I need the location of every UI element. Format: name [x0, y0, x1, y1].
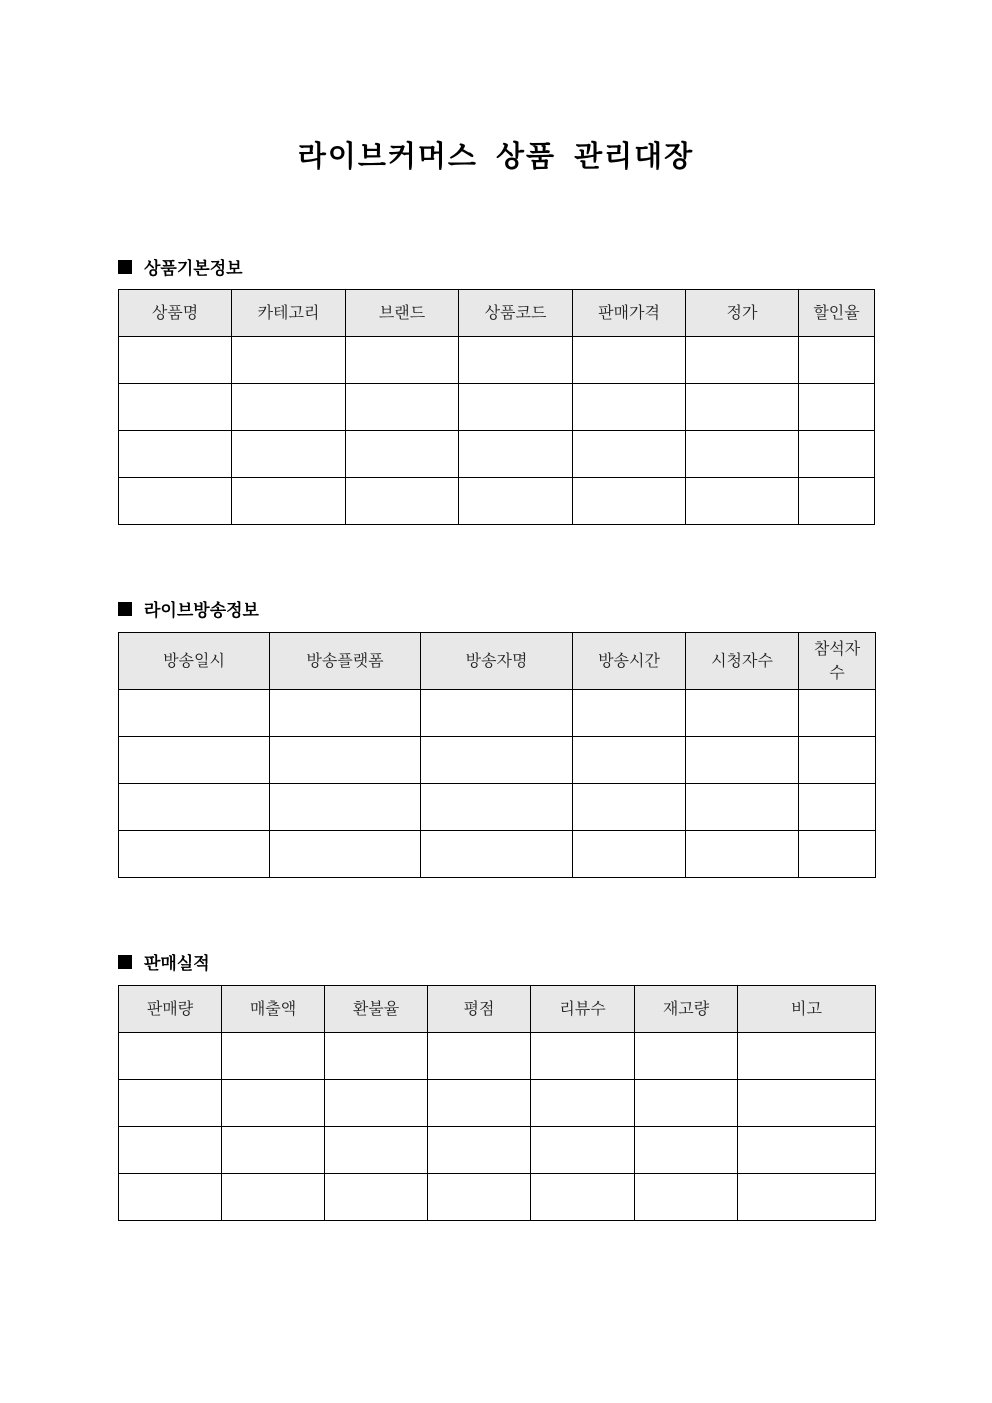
- column-header: 방송시간: [573, 633, 686, 690]
- table-row: [119, 690, 876, 737]
- sales-performance-table: [118, 985, 876, 1221]
- table-cell[interactable]: [119, 1080, 222, 1127]
- section-title: 상품기본정보: [144, 259, 243, 279]
- column-header: 비고: [738, 986, 876, 1033]
- table-row: [119, 478, 875, 525]
- table-cell[interactable]: [573, 690, 686, 737]
- table-cell[interactable]: [799, 784, 876, 831]
- column-header: 할인율: [799, 290, 875, 337]
- table-cell[interactable]: [232, 384, 346, 431]
- table-cell[interactable]: [459, 384, 573, 431]
- table-cell[interactable]: [270, 831, 421, 878]
- table-cell[interactable]: [459, 478, 573, 525]
- column-header: 판매량: [119, 986, 222, 1033]
- table-header-row: [119, 290, 875, 337]
- column-header: 방송플랫폼: [270, 633, 421, 690]
- table-cell[interactable]: [531, 1080, 635, 1127]
- table-cell[interactable]: [421, 831, 573, 878]
- table-cell[interactable]: [222, 1127, 325, 1174]
- table-cell[interactable]: [686, 690, 799, 737]
- square-bullet-icon: [118, 955, 132, 969]
- table-cell[interactable]: [325, 1080, 428, 1127]
- table-cell[interactable]: [573, 784, 686, 831]
- table-cell[interactable]: [635, 1080, 738, 1127]
- column-header: 시청자수: [686, 633, 799, 690]
- table-header-row: [119, 633, 876, 690]
- table-header-row: [119, 986, 876, 1033]
- table-cell[interactable]: [119, 831, 270, 878]
- section-title: 라이브방송정보: [144, 601, 259, 621]
- section-heading-live-broadcast: [118, 596, 259, 621]
- table-cell[interactable]: [428, 1127, 531, 1174]
- table-cell[interactable]: [573, 831, 686, 878]
- column-header: 방송자명: [421, 633, 573, 690]
- square-bullet-icon: [118, 260, 132, 274]
- table-cell[interactable]: [270, 784, 421, 831]
- section-heading-sales-performance: [118, 949, 210, 974]
- product-basic-table: [118, 289, 875, 525]
- table-cell[interactable]: [119, 431, 232, 478]
- table-cell[interactable]: [325, 1174, 428, 1221]
- table-cell[interactable]: [428, 1033, 531, 1080]
- table-cell[interactable]: [686, 831, 799, 878]
- table-cell[interactable]: [799, 431, 875, 478]
- table-row: [119, 337, 875, 384]
- column-header: 브랜드: [346, 290, 459, 337]
- table-cell[interactable]: [119, 478, 232, 525]
- column-header: 참석자수: [799, 633, 876, 690]
- table-cell[interactable]: [686, 737, 799, 784]
- table-cell[interactable]: [346, 478, 459, 525]
- table-cell[interactable]: [222, 1033, 325, 1080]
- section-heading-product-basic: [118, 254, 243, 279]
- table-cell[interactable]: [799, 737, 876, 784]
- column-header: 판매가격: [573, 290, 686, 337]
- table-row: [119, 831, 876, 878]
- table-cell[interactable]: [119, 784, 270, 831]
- column-header: 환불율: [325, 986, 428, 1033]
- table-cell[interactable]: [232, 478, 346, 525]
- table-cell[interactable]: [119, 1174, 222, 1221]
- table-cell[interactable]: [686, 337, 799, 384]
- table-row: [119, 737, 876, 784]
- table-cell[interactable]: [799, 690, 876, 737]
- column-header: 상품코드: [459, 290, 573, 337]
- table-row: [119, 784, 876, 831]
- table-cell[interactable]: [346, 337, 459, 384]
- table-cell[interactable]: [119, 690, 270, 737]
- table-row: [119, 1033, 876, 1080]
- table-cell[interactable]: [119, 737, 270, 784]
- square-bullet-icon: [118, 602, 132, 616]
- table-cell[interactable]: [573, 337, 686, 384]
- table-cell[interactable]: [428, 1080, 531, 1127]
- table-row: [119, 384, 875, 431]
- table-cell[interactable]: [573, 384, 686, 431]
- table-cell[interactable]: [119, 384, 232, 431]
- table-cell[interactable]: [799, 384, 875, 431]
- table-cell[interactable]: [799, 831, 876, 878]
- column-header: 카테고리: [232, 290, 346, 337]
- table-cell[interactable]: [325, 1127, 428, 1174]
- table-cell[interactable]: [421, 737, 573, 784]
- table-cell[interactable]: [686, 384, 799, 431]
- column-header: 평점: [428, 986, 531, 1033]
- table-cell[interactable]: [573, 737, 686, 784]
- section-title: 판매실적: [144, 954, 210, 974]
- table-row: [119, 431, 875, 478]
- table-cell[interactable]: [738, 1080, 876, 1127]
- table-cell[interactable]: [459, 337, 573, 384]
- table-cell[interactable]: [325, 1033, 428, 1080]
- column-header: 매출액: [222, 986, 325, 1033]
- table-cell[interactable]: [119, 1127, 222, 1174]
- column-header: 리뷰수: [531, 986, 635, 1033]
- table-cell[interactable]: [531, 1127, 635, 1174]
- table-cell[interactable]: [531, 1033, 635, 1080]
- table-cell[interactable]: [346, 431, 459, 478]
- table-cell[interactable]: [635, 1127, 738, 1174]
- document-title: 라이브커머스 상품 관리대장: [297, 139, 695, 173]
- table-cell[interactable]: [119, 1033, 222, 1080]
- table-cell[interactable]: [635, 1174, 738, 1221]
- table-cell[interactable]: [270, 737, 421, 784]
- table-cell[interactable]: [799, 478, 875, 525]
- table-cell[interactable]: [635, 1033, 738, 1080]
- table-cell[interactable]: [686, 431, 799, 478]
- table-cell[interactable]: [573, 431, 686, 478]
- table-cell[interactable]: [119, 337, 232, 384]
- table-cell[interactable]: [531, 1174, 635, 1221]
- table-cell[interactable]: [799, 337, 875, 384]
- table-cell[interactable]: [428, 1174, 531, 1221]
- table-cell[interactable]: [232, 337, 346, 384]
- table-cell[interactable]: [346, 384, 459, 431]
- table-cell[interactable]: [686, 478, 799, 525]
- table-cell[interactable]: [222, 1174, 325, 1221]
- column-header: 방송일시: [119, 633, 270, 690]
- table-cell[interactable]: [686, 784, 799, 831]
- live-broadcast-table: [118, 632, 876, 878]
- column-header: 상품명: [119, 290, 232, 337]
- table-cell[interactable]: [222, 1080, 325, 1127]
- table-cell[interactable]: [270, 690, 421, 737]
- table-row: [119, 1127, 876, 1174]
- table-cell[interactable]: [459, 431, 573, 478]
- column-header: 재고량: [635, 986, 738, 1033]
- table-cell[interactable]: [421, 784, 573, 831]
- table-row: [119, 1174, 876, 1221]
- table-cell[interactable]: [738, 1033, 876, 1080]
- table-cell[interactable]: [421, 690, 573, 737]
- table-row: [119, 1080, 876, 1127]
- table-cell[interactable]: [738, 1174, 876, 1221]
- column-header: 정가: [686, 290, 799, 337]
- table-cell[interactable]: [738, 1127, 876, 1174]
- table-cell[interactable]: [232, 431, 346, 478]
- table-cell[interactable]: [573, 478, 686, 525]
